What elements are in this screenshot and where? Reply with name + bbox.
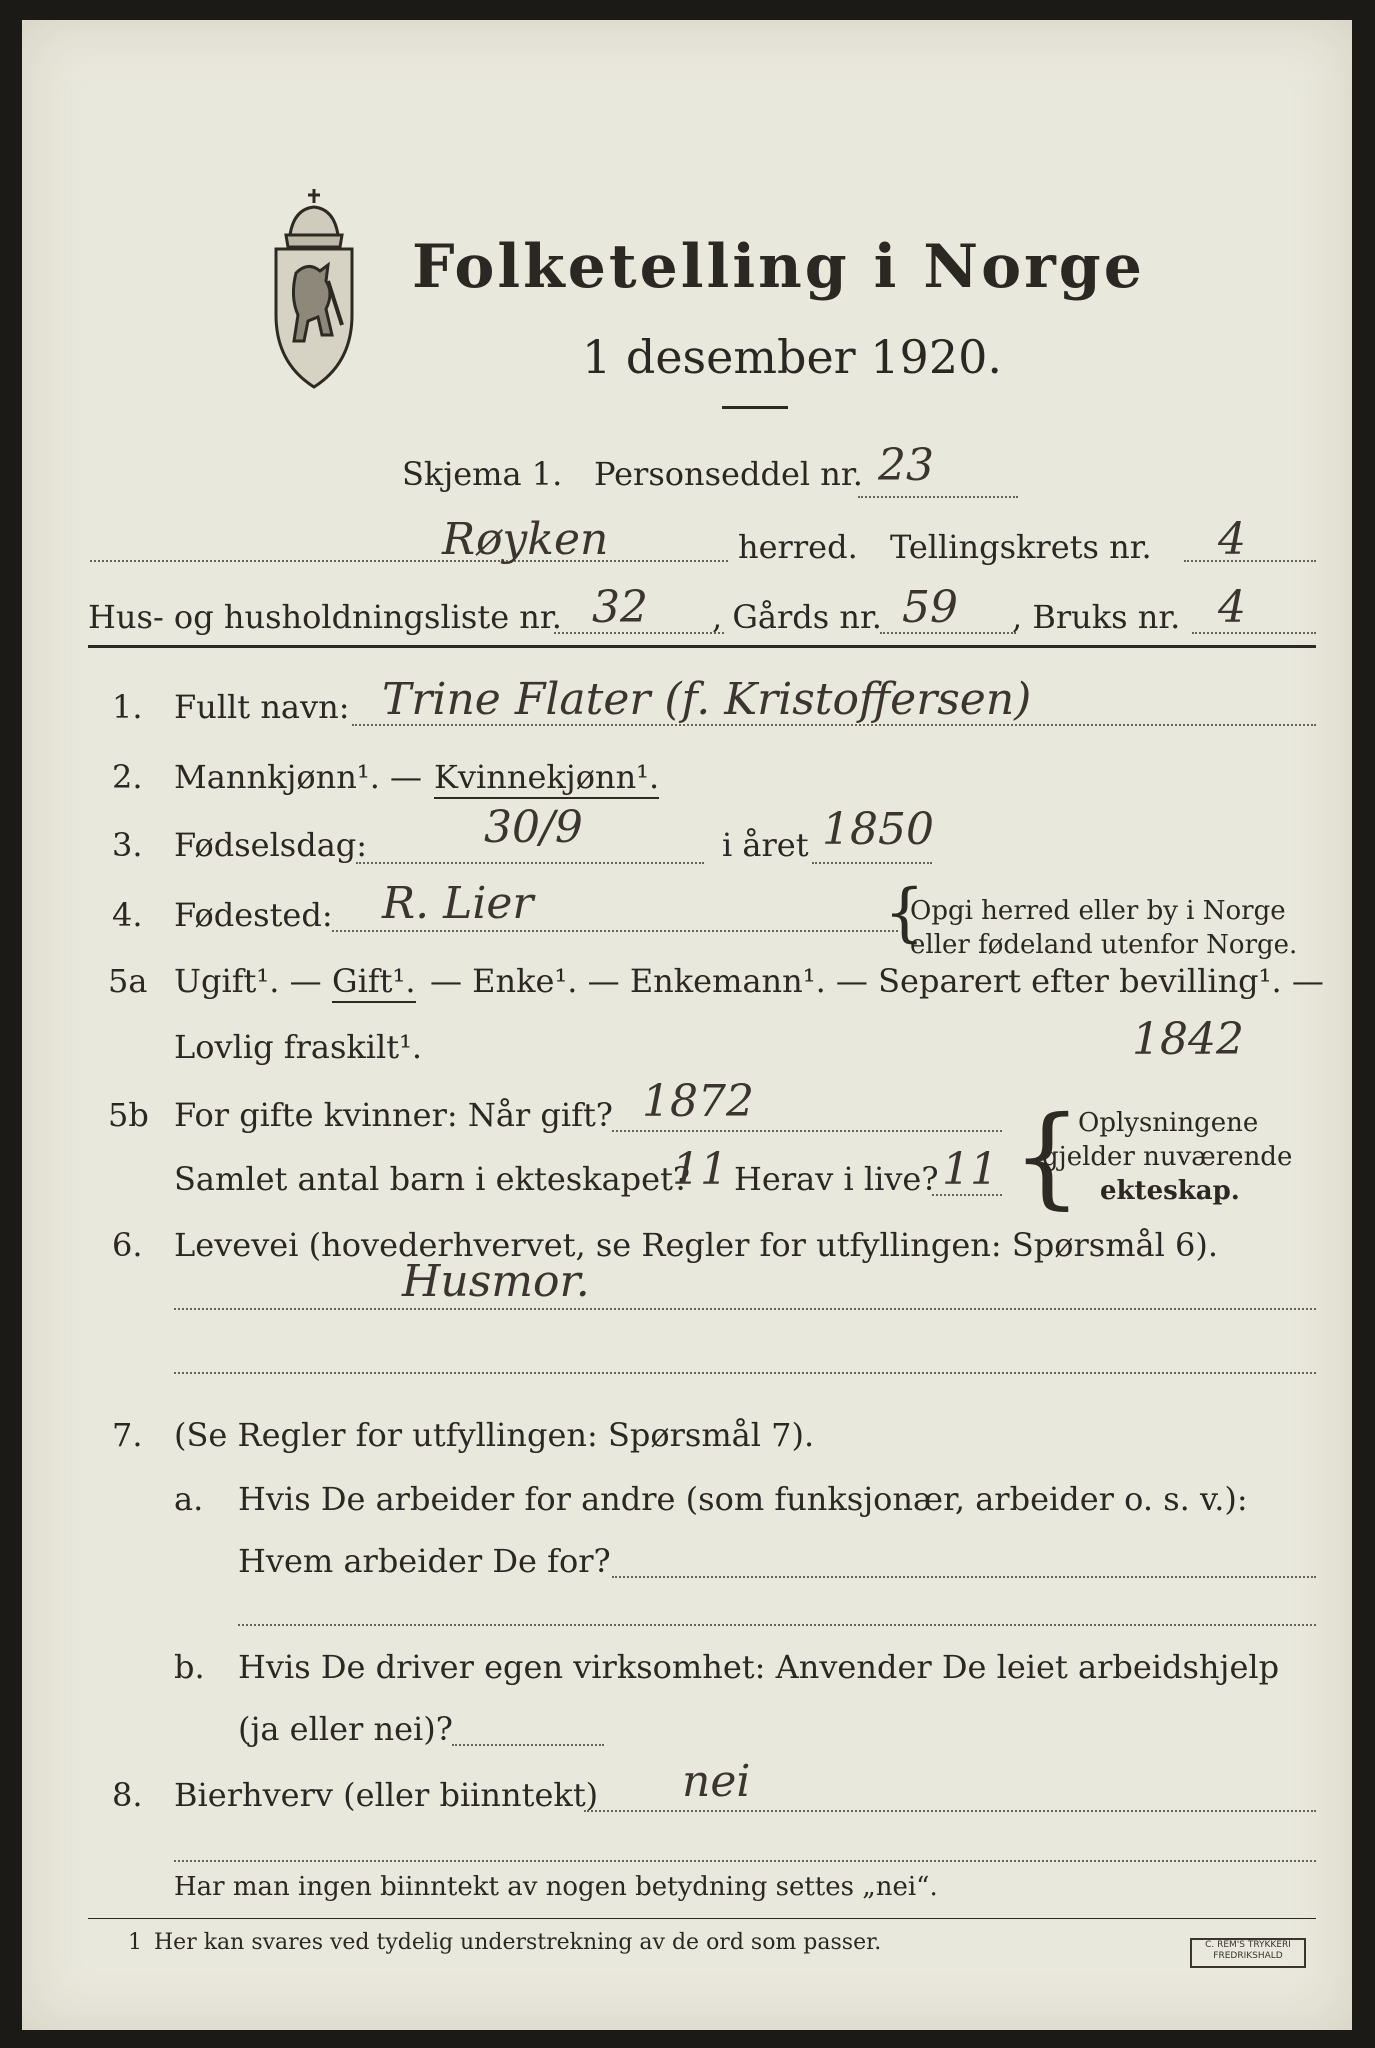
q5b-when-married-label: For gifte kvinner: Når gift?	[174, 1096, 613, 1134]
herred-value: Røyken	[442, 514, 609, 565]
q6-label: Levevei (hovederhvervet, se Regler for utfyllingen: Spørsmål 6).	[174, 1226, 1219, 1264]
q5b-note-line3: ekteskap.	[1100, 1176, 1240, 1206]
husholdningsliste-label: Hus- og husholdningsliste nr.	[88, 598, 562, 636]
q8-answer-dots	[584, 1810, 1316, 1812]
census-date: 1 desember 1920.	[582, 330, 1002, 384]
q4-label: Fødested:	[174, 896, 333, 934]
q5b-when-married-dots	[612, 1130, 1002, 1132]
q8-extra-dots	[174, 1860, 1316, 1862]
q1-label: Fullt navn:	[174, 688, 350, 726]
husholdningsliste-value: 32	[592, 582, 648, 633]
q5b-when-married-value: 1872	[642, 1076, 754, 1127]
q8-value: nei	[682, 1756, 751, 1807]
herred-dots	[90, 560, 728, 562]
q7b-line2: (ja eller nei)?	[238, 1710, 453, 1748]
norway-coat-of-arms-icon	[268, 185, 360, 393]
q5b-note-line2: gjelder nuværende	[1042, 1142, 1293, 1172]
census-form-page	[22, 20, 1352, 2030]
q5a-fraskilt: Lovlig fraskilt¹.	[174, 1028, 423, 1066]
q8-number: 8.	[112, 1776, 143, 1814]
personseddel-dots	[858, 496, 1018, 498]
q2-female-underlined: Kvinnekjønn¹.	[434, 758, 659, 799]
gards-label: , Gårds nr.	[712, 598, 882, 636]
q7b-line1: Hvis De driver egen virksomhet: Anvender De leiet arbeidshjelp	[238, 1648, 1280, 1686]
printer-stamp-line2: FREDRIKSHALD	[1213, 1951, 1283, 1961]
q7a-line2: Hvem arbeider De for?	[238, 1542, 611, 1580]
q4-number: 4.	[112, 896, 143, 934]
header-rule	[88, 645, 1316, 648]
footnote-text: Her kan svares ved tydelig understrekning av de ord som passer.	[154, 1930, 882, 1955]
q4-note-line2: eller fødeland utenfor Norge.	[910, 930, 1298, 960]
q5b-number: 5b	[108, 1096, 149, 1134]
q1-number: 1.	[112, 688, 143, 726]
q6-answer-dots	[174, 1308, 1316, 1310]
q4-note-line1: Opgi herred eller by i Norge	[910, 896, 1286, 926]
q6-value: Husmor.	[402, 1256, 590, 1307]
q3-year-dots	[812, 862, 932, 864]
form-title: Folketelling i Norge	[412, 232, 1145, 302]
gards-value: 59	[902, 582, 958, 633]
q7b-answer-dots	[452, 1744, 604, 1746]
bruks-dots	[1192, 632, 1316, 634]
q1-value: Trine Flater (f. Kristoffersen)	[382, 674, 1032, 725]
q8-label: Bierhverv (eller biinntekt)	[174, 1776, 599, 1814]
skjema-label: Skjema 1.	[402, 455, 563, 493]
q3-day-value: 30/9	[484, 802, 583, 853]
q5b-alive-value: 11	[942, 1144, 998, 1195]
q7-label: (Se Regler for utfyllingen: Spørsmål 7).	[174, 1416, 815, 1454]
q4-dots	[332, 930, 898, 932]
q7a-line1: Hvis De arbeider for andre (som funksjonær, arbeider o. s. v.):	[238, 1480, 1248, 1518]
tellingskrets-label: Tellingskrets nr.	[890, 528, 1152, 566]
q5b-children-value: 11	[672, 1144, 728, 1195]
q2-male: Mannkjønn¹. —	[174, 758, 423, 796]
personseddel-value: 23	[878, 440, 934, 491]
q5a-ugift: Ugift¹. —	[174, 962, 322, 1000]
q3-year-value: 1850	[822, 804, 934, 855]
herred-label: herred.	[738, 528, 858, 566]
q3-day-dots	[356, 862, 704, 864]
tellingskrets-dots	[1184, 560, 1316, 562]
q7a-number: a.	[174, 1480, 204, 1518]
q3-label: Fødselsdag:	[174, 826, 368, 864]
q7a-extra-dots	[238, 1624, 1316, 1626]
title-divider	[722, 406, 788, 409]
q4-value: R. Lier	[382, 878, 534, 929]
footer-note: Har man ingen biinntekt av nogen betydning settes „nei“.	[174, 1872, 938, 1902]
tellingskrets-value: 4	[1218, 514, 1246, 565]
q7a-answer-dots	[612, 1576, 1316, 1578]
footnote-marker: 1	[128, 1930, 142, 1955]
printer-stamp-line1: C. REM'S TRYKKERI	[1205, 1940, 1291, 1950]
q4-brace: {	[884, 876, 925, 950]
q5a-gift-underlined: Gift¹.	[332, 962, 416, 1003]
q6-extra-dots	[174, 1372, 1316, 1374]
bruks-value: 4	[1218, 582, 1246, 633]
margin-note-1842: 1842	[1132, 1014, 1244, 1065]
q2-number: 2.	[112, 758, 143, 796]
printer-stamp	[1190, 1938, 1306, 1968]
footer-rule	[88, 1918, 1316, 1919]
q5b-alive-label: Herav i live?	[734, 1160, 939, 1198]
q5b-brace: {	[1012, 1092, 1082, 1220]
personseddel-label: Personseddel nr.	[594, 455, 863, 493]
q3-year-label: i året	[722, 826, 809, 864]
q5b-children-label: Samlet antal barn i ekteskapet?	[174, 1160, 691, 1198]
q5b-note-line1: Oplysningene	[1078, 1108, 1259, 1138]
q6-number: 6.	[112, 1226, 143, 1264]
bruks-label: , Bruks nr.	[1012, 598, 1181, 636]
q5a-other-options: — Enke¹. — Enkemann¹. — Separert efter bevilling¹. —	[430, 962, 1324, 1000]
q5a-number: 5a	[108, 962, 148, 1000]
q7b-number: b.	[174, 1648, 205, 1686]
q3-number: 3.	[112, 826, 143, 864]
q7-number: 7.	[112, 1416, 143, 1454]
